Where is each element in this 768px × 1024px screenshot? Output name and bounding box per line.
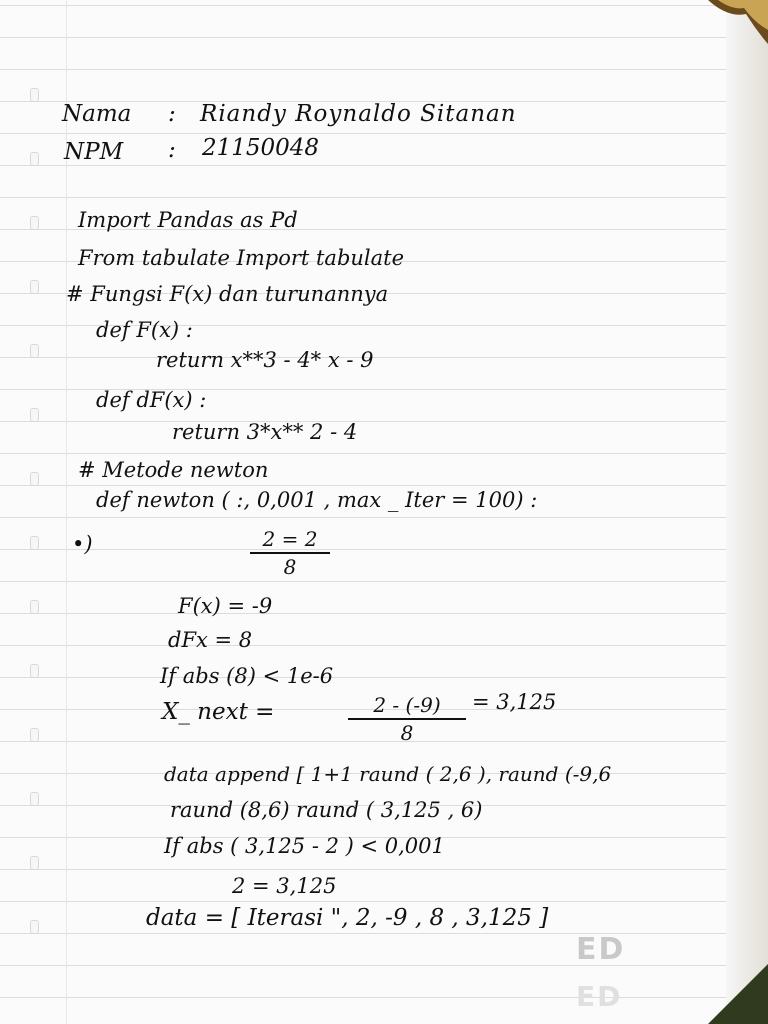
torn-corner-bottom: [688, 954, 768, 1024]
page-edge: [726, 0, 768, 1024]
fraction-x-next: [348, 694, 466, 744]
faint-stamp: ED: [576, 932, 626, 967]
npm-label: NPM: [64, 139, 124, 165]
binder-hole: [30, 920, 39, 934]
binder-hole: [30, 88, 39, 102]
x-next-result: = 3,125: [472, 690, 557, 714]
torn-corner-top: [698, 0, 768, 60]
code-def-newton: def newton ( :, 0,001 , max _ Iter = 100) :: [96, 488, 538, 512]
code-def-f: def F(x) :: [96, 318, 193, 342]
code-comment-function: # Fungsi F(x) dan turunannya: [66, 282, 389, 306]
bullet-marker: •): [72, 532, 93, 556]
fraction-x-next-numerator: 2 - (-9): [348, 694, 466, 720]
if-abs-check: If abs (8) < 1e-6: [160, 664, 334, 688]
code-comment-newton: # Metode newton: [78, 458, 269, 482]
binder-hole: [30, 856, 39, 870]
code-import-pandas: Import Pandas as Pd: [78, 208, 298, 232]
name-separator: :: [168, 101, 176, 127]
data-final-line: data = [ Iterasi ", 2, -9 , 8 , 3,125 ]: [146, 905, 549, 931]
code-import-tabulate: From tabulate Import tabulate: [78, 246, 405, 270]
code-def-df: def dF(x) :: [96, 388, 207, 412]
code-return-df: return 3*x** 2 - 4: [172, 420, 358, 444]
binder-hole: [30, 536, 39, 550]
fraction-initial: [250, 528, 330, 578]
binder-hole: [30, 728, 39, 742]
binder-hole: [30, 792, 39, 806]
binder-hole: [30, 408, 39, 422]
fx-value: F(x) = -9: [178, 594, 273, 618]
npm-value: 21150048: [202, 135, 320, 161]
npm-separator: :: [168, 137, 176, 163]
binder-hole: [30, 664, 39, 678]
binder-hole: [30, 344, 39, 358]
name-label: Nama: [62, 101, 132, 127]
data-append-line: data append [ 1+1 raund ( 2,6 ), raund (-9,6: [164, 762, 612, 786]
binder-hole: [30, 216, 39, 230]
code-return-f: return x**3 - 4* x - 9: [156, 348, 374, 372]
x-next-label: X_ next =: [162, 699, 275, 725]
binder-hole: [30, 472, 39, 486]
round-line: raund (8,6) raund ( 3,125 , 6): [170, 798, 483, 822]
fraction-initial-denominator: 8: [283, 555, 297, 579]
name-value: Riandy Roynaldo Sitanan: [200, 101, 517, 127]
faint-stamp-lower: ED: [576, 980, 623, 1013]
binder-hole: [30, 152, 39, 166]
if-abs-convergence: If abs ( 3,125 - 2 ) < 0,001: [164, 834, 445, 858]
binder-hole: [30, 600, 39, 614]
fraction-initial-numerator: 2 = 2: [250, 528, 330, 554]
fraction-x-next-denominator: 8: [400, 721, 414, 745]
z-assignment: 2 = 3,125: [232, 874, 337, 898]
dfx-value: dFx = 8: [168, 628, 253, 652]
binder-hole: [30, 280, 39, 294]
